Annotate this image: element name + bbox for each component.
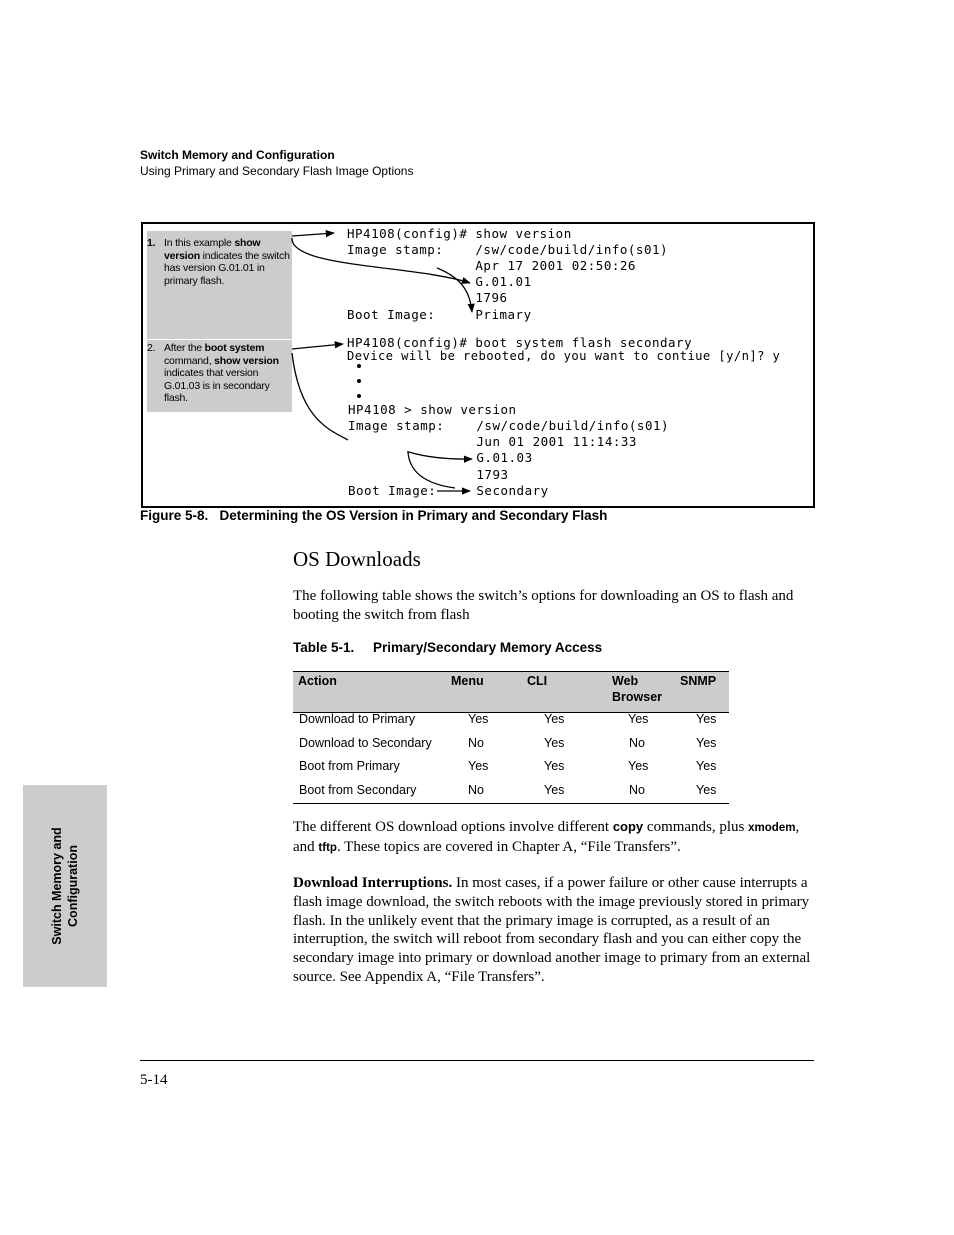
column-header-web-browser: Web Browser: [612, 674, 663, 704]
code-line: Apr 17 2001 02:50:26: [347, 258, 636, 273]
table-cell: Yes: [544, 712, 565, 726]
figure-caption: Figure 5-8. Determining the OS Version in Primary and Secondary Flash: [140, 508, 608, 523]
table-cell: Yes: [696, 783, 717, 797]
table-cell: No: [468, 783, 484, 797]
table-cell: Yes: [696, 712, 717, 726]
download-interruptions-paragraph: Download Interruptions. In most cases, if a power failure or other cause interrupts a flash image download, the switch reboots with the image previously stored in primary flash. In the unlikely event that the primary image is corrupted, as a result of an interruption, the switch will reboot from secondary flash and you can either copy the secondary image into primary or download another image to primary from an external source. See Appendix A, “File Transfers”.: [293, 875, 811, 985]
code-line: Jun 01 2001 11:14:33: [348, 434, 637, 449]
table-cell: Yes: [628, 759, 649, 773]
table-cell: Boot from Primary: [299, 759, 400, 773]
arrow-callout2-command: [292, 344, 343, 349]
chapter-side-tab: [23, 785, 107, 987]
callout-1-text: In this example show version indicates the switch has version G.01.01 in primary flash.: [164, 237, 290, 287]
arrow-to-g0103: [408, 452, 472, 459]
running-header-subtitle: Using Primary and Secondary Flash Image Options: [140, 164, 414, 178]
section-heading: OS Downloads: [293, 547, 421, 571]
table-cell: Yes: [696, 736, 717, 750]
footer-rule: [140, 1060, 814, 1061]
table-cell: Yes: [628, 712, 649, 726]
table-cell: Download to Secondary: [299, 736, 432, 750]
table-cell: Yes: [544, 783, 565, 797]
ellipsis-dot: [357, 394, 361, 398]
callout-1-number: 1.: [147, 237, 156, 249]
table-cell: Download to Primary: [299, 712, 416, 726]
code-line: G.01.03: [348, 450, 533, 465]
code-line: Boot Image: Secondary: [348, 483, 549, 498]
code-line: G.01.01: [347, 274, 532, 289]
page-number: 5-14: [140, 1072, 168, 1088]
arrow-to-version-secondary: [292, 353, 348, 440]
arrow-callout1-command: [292, 233, 334, 236]
tftp-command: tftp: [318, 842, 337, 854]
code-line: 1796: [347, 290, 508, 305]
table-cell: No: [629, 783, 645, 797]
table-cell: Yes: [468, 712, 489, 726]
callout-2-text: After the boot system command, show version indicates that version G.01.03 is in secondary flash.: [164, 342, 279, 404]
running-header-title: Switch Memory and Configuration: [140, 148, 335, 162]
ellipsis-dot: [357, 364, 361, 368]
code-line: HP4108 > show version: [348, 402, 517, 417]
table-cell: Yes: [544, 736, 565, 750]
intro-paragraph: The following table shows the switch’s options for downloading an OS to flash and booting the switch from flash: [293, 588, 794, 623]
table-cell: Yes: [468, 759, 489, 773]
code-line: 1793: [348, 467, 509, 482]
copy-commands-paragraph: The different OS download options involve different copy commands, plus xmodem, and tftp. These topics are covered in Chapter A, “File Transfers”.: [293, 819, 800, 855]
table-bottom-rule: [293, 803, 729, 804]
side-tab-label: Switch Memory and Configuration: [50, 827, 80, 945]
table-cell: No: [629, 736, 645, 750]
code-line: Image stamp: /sw/code/build/info(s01): [348, 418, 670, 433]
ellipsis-dot: [357, 379, 361, 383]
column-header-menu: Menu: [451, 674, 484, 688]
code-line: Device will be rebooted, do you want to contiue [y/n]? y: [347, 349, 781, 363]
arrow-to-primary: [437, 268, 472, 312]
xmodem-command: xmodem: [748, 822, 796, 834]
column-header-cli: CLI: [527, 674, 548, 688]
column-header-snmp: SNMP: [680, 674, 717, 688]
table-cell: No: [468, 736, 484, 750]
table-cell: Yes: [544, 759, 565, 773]
table-cell: Yes: [696, 759, 717, 773]
code-line: Image stamp: /sw/code/build/info(s01): [347, 242, 669, 257]
code-line: HP4108(config)# boot system flash secondary: [347, 335, 693, 350]
code-line: Boot Image: Primary: [347, 307, 532, 322]
run-in-heading: Download Interruptions.: [293, 875, 453, 891]
table-cell: Boot from Secondary: [299, 783, 417, 797]
callout-2-number: 2.: [147, 342, 156, 354]
copy-command: copy: [612, 819, 644, 834]
column-header-action: Action: [298, 674, 337, 688]
table-caption: Table 5-1. Primary/Secondary Memory Access: [293, 640, 603, 655]
arrow-to-version-primary: [292, 238, 470, 283]
code-line: HP4108(config)# show version: [347, 226, 572, 241]
